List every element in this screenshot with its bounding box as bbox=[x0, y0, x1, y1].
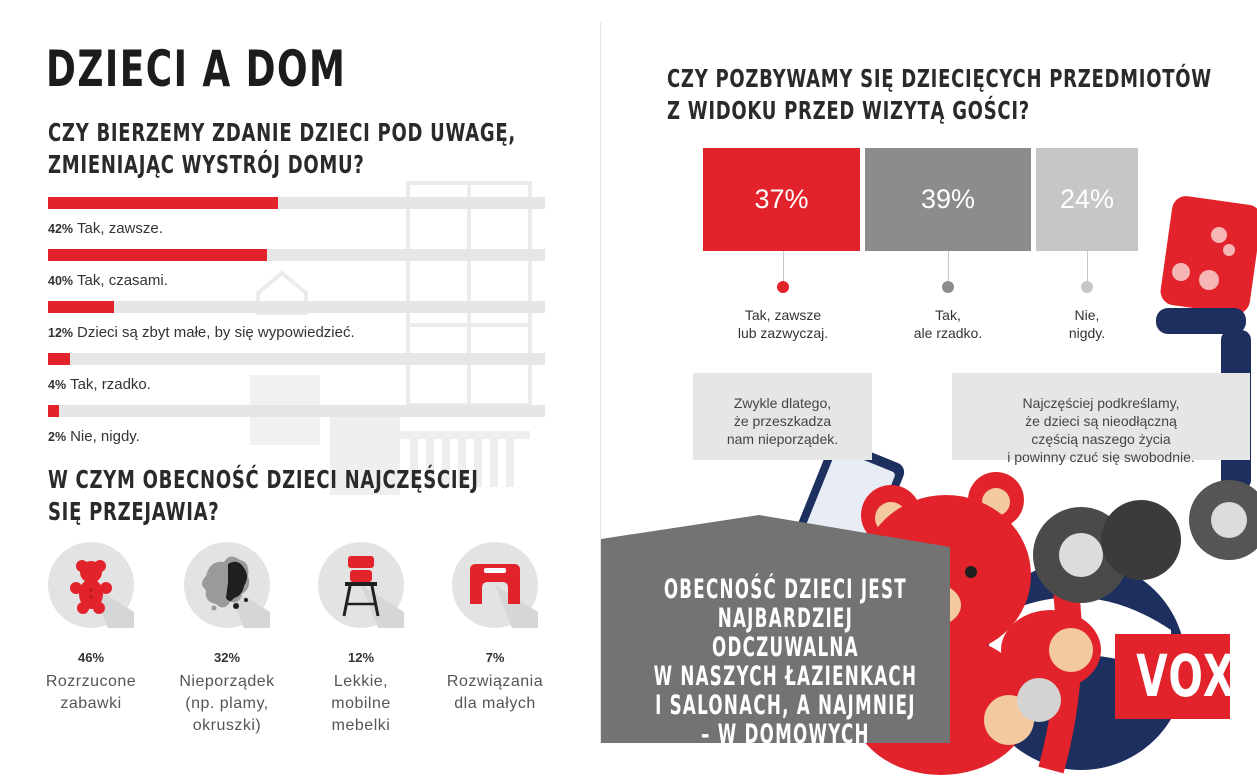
bar-fill bbox=[48, 301, 114, 313]
left-panel bbox=[0, 0, 600, 743]
bar-value: 2% bbox=[48, 430, 67, 444]
bar-value: 12% bbox=[48, 326, 74, 340]
presence-item bbox=[26, 538, 156, 715]
bar-category: Tak, zawsze. bbox=[77, 220, 163, 237]
high-chair-icon bbox=[318, 542, 404, 628]
bar-fill bbox=[48, 405, 59, 417]
question-opinion: CZY BIERZEMY ZDANIE DZIECI POD UWAGĘ, ZMIENIAJĄC WYSTRÓJ DOMU? bbox=[48, 118, 516, 179]
bar-category: Tak, rzadko. bbox=[70, 376, 151, 393]
bar-row bbox=[48, 405, 545, 457]
answer-label: Tak, ale rzadko. bbox=[913, 307, 983, 341]
bar-track bbox=[48, 353, 545, 365]
bar-row bbox=[48, 353, 545, 405]
answer-label: Nie, nigdy. bbox=[1068, 307, 1106, 341]
presence-item bbox=[296, 538, 426, 737]
bar-fill bbox=[48, 353, 70, 365]
callout-reason-yes: Zwykle dlatego, że przeszkadza nam nieporządek. bbox=[693, 373, 872, 460]
page-title: DZIECI A DOM bbox=[46, 40, 347, 98]
bar-value: 42% bbox=[48, 222, 74, 236]
answer-box bbox=[865, 148, 1031, 251]
bar-category: Nie, nigdy. bbox=[70, 428, 140, 445]
bar-row bbox=[48, 249, 545, 301]
bar-label bbox=[48, 272, 168, 289]
bar-label bbox=[48, 220, 163, 237]
bar-track bbox=[48, 249, 545, 261]
presence-item bbox=[162, 538, 292, 737]
bar-label bbox=[48, 324, 355, 341]
answer-label: Tak, zawsze lub zazwyczaj. bbox=[737, 307, 829, 341]
dice-icon bbox=[1159, 194, 1257, 315]
bar-value: 40% bbox=[48, 274, 74, 288]
bar-row bbox=[48, 301, 545, 353]
presence-label: Nieporządek (np. plamy, okruszki) bbox=[179, 673, 275, 734]
answer-value: 39% bbox=[920, 184, 976, 214]
presence-item bbox=[430, 538, 560, 715]
question-hide: CZY POZBYWAMY SIĘ DZIECIĘCYCH PRZEDMIOTÓW Z WIDOKU PRZED WIZYTĄ GOŚCI? bbox=[667, 64, 1212, 125]
bar-category: Tak, czasami. bbox=[77, 272, 168, 289]
bar-value: 4% bbox=[48, 378, 67, 392]
answer-dot bbox=[1081, 281, 1093, 293]
bar-fill bbox=[48, 197, 278, 209]
answer-box bbox=[1036, 148, 1138, 251]
presence-label: Rozrzucone zabawki bbox=[45, 673, 137, 712]
stain-icon bbox=[184, 542, 270, 628]
bar-fill bbox=[48, 249, 267, 261]
answer-value: 24% bbox=[1059, 184, 1115, 214]
bar-chart-opinion bbox=[48, 197, 545, 457]
question-presence: W CZYM OBECNOŚĆ DZIECI NAJCZĘŚCIEJ SIĘ PRZEJAWIA? bbox=[48, 465, 479, 526]
bar-label bbox=[48, 376, 151, 393]
bar-label bbox=[48, 428, 140, 445]
presence-label: Lekkie, mobilne mebelki bbox=[331, 673, 391, 734]
presence-percent: 7% bbox=[485, 650, 505, 665]
presence-percent: 46% bbox=[77, 650, 105, 665]
presence-label: Rozwiązania dla małych bbox=[446, 673, 544, 712]
vox-logo-text: VOX bbox=[1136, 642, 1236, 710]
callout-reason-no: Najczęściej podkreślamy, że dzieci są nieodłączną częścią naszego życia i powinny czuć się swobodnie. bbox=[952, 373, 1250, 460]
bar-track bbox=[48, 301, 545, 313]
answer-box bbox=[703, 148, 860, 251]
bar-row bbox=[48, 197, 545, 249]
right-panel bbox=[601, 0, 1250, 779]
teddy-bear-icon bbox=[48, 542, 134, 628]
answer-dot bbox=[942, 281, 954, 293]
answer-value: 37% bbox=[754, 184, 809, 214]
bar-track bbox=[48, 405, 545, 417]
presence-percent: 32% bbox=[213, 650, 241, 665]
answer-dot bbox=[777, 281, 789, 293]
bar-category: Dzieci są zbyt małe, by się wypowiedzieć. bbox=[77, 324, 355, 341]
bar-track bbox=[48, 197, 545, 209]
presence-percent: 12% bbox=[347, 650, 375, 665]
step-stool-icon bbox=[452, 542, 538, 628]
vox-logo bbox=[1115, 634, 1236, 719]
summary-text: OBECNOŚĆ DZIECI JEST NAJBARDZIEJ ODCZUWALNA W NASZYCH ŁAZIENKACH I SALONACH, A NAJMNIEJ – W DOMOWYCH BIURACH. bbox=[653, 574, 918, 779]
